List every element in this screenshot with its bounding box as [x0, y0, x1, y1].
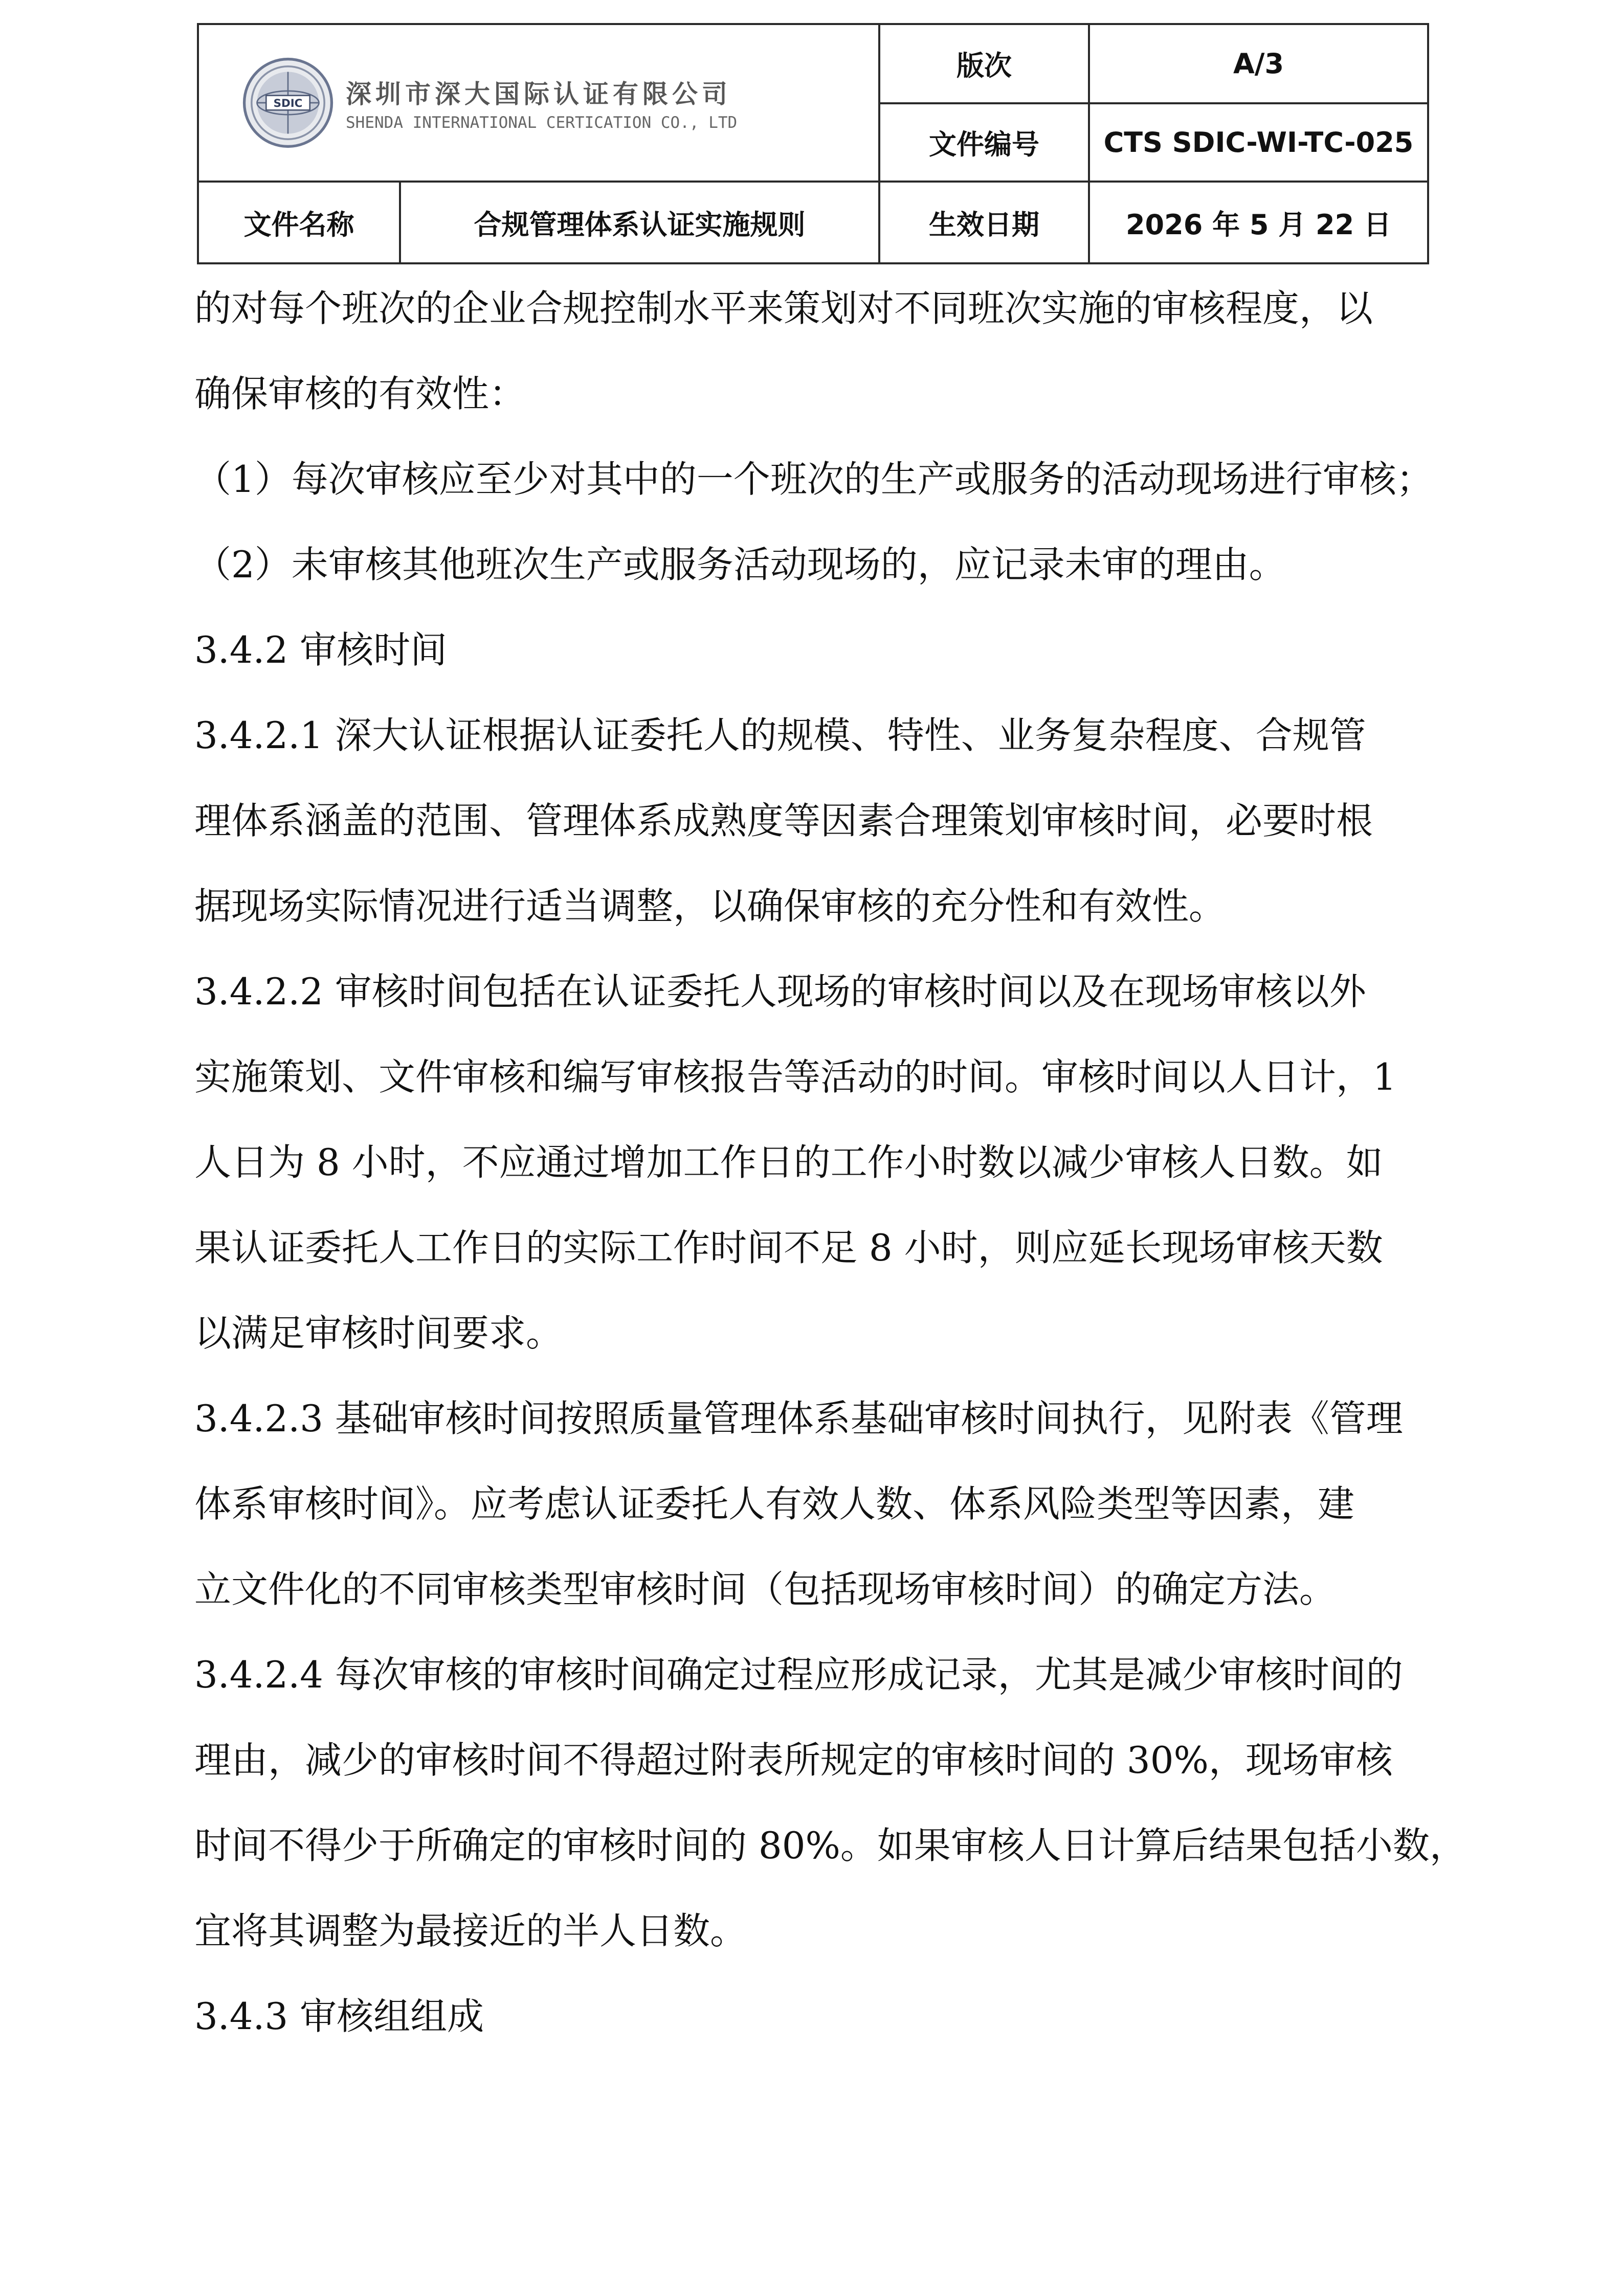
text-line: 3.4.2.2 审核时间包括在认证委托人现场的审核时间以及在现场审核以外 [194, 970, 1366, 1013]
text-line: 的对每个班次的企业合规控制水平来策划对不同班次实施的审核程度，以 [194, 287, 1373, 330]
text-line: 时间不得少于所确定的审核时间的 80%。如果审核人日计算后结果包括小数， [194, 1824, 1466, 1867]
text-line: 理由，减少的审核时间不得超过附表所规定的审核时间的 30%，现场审核 [194, 1739, 1393, 1782]
text-line: 3.4.2.4 每次审核的审核时间确定过程应形成记录，尤其是减少审核时间的 [194, 1653, 1403, 1696]
text-line: 3.4.2.1 深大认证根据认证委托人的规模、特性、业务复杂程度、合规管 [194, 714, 1366, 757]
version-value: A/3 [1089, 24, 1428, 103]
text-line: 3.4.2.3 基础审核时间按照质量管理体系基础审核时间执行，见附表《管理 [194, 1397, 1403, 1440]
text-line: 理体系涵盖的范围、管理体系成熟度等因素合理策划审核时间，必要时根 [194, 799, 1373, 842]
list-item: （1）每次审核应至少对其中的一个班次的生产或服务的活动现场进行审核； [194, 458, 1433, 501]
text-line: 实施策划、文件审核和编写审核报告等活动的时间。审核时间以人日计，1 [194, 1055, 1396, 1098]
text-line: 人日为 8 小时，不应通过增加工作日的工作小时数以减少审核人日数。如 [194, 1141, 1383, 1184]
section-heading: 3.4.2 审核时间 [194, 628, 448, 671]
file-number-value: CTS SDIC-WI-TC-025 [1089, 103, 1428, 182]
text-line: 以满足审核时间要求。 [194, 1312, 563, 1355]
text-line: 据现场实际情况进行适当调整，以确保审核的充分性和有效性。 [194, 885, 1226, 928]
section-heading: 3.4.3 审核组组成 [194, 1995, 484, 2038]
svg-text:SDIC: SDIC [273, 97, 303, 110]
company-name-cn: 深圳市深大国际认证有限公司 [346, 79, 731, 109]
document-body [194, 266, 1473, 2059]
effective-date-value: 2026 年 5 月 22 日 [1089, 182, 1428, 263]
text-line: 确保审核的有效性： [194, 372, 526, 415]
effective-date-label: 生效日期 [879, 182, 1089, 263]
text-line: 果认证委托人工作日的实际工作时间不足 8 小时，则应延长现场审核天数 [194, 1226, 1383, 1269]
company-name-en: SHENDA INTERNATIONAL CERTICATION CO., LTD [346, 114, 738, 132]
version-label: 版次 [879, 24, 1089, 103]
text-line: 立文件化的不同审核类型审核时间（包括现场审核时间）的确定方法。 [194, 1568, 1337, 1611]
text-line: 宜将其调整为最接近的半人日数。 [194, 1909, 747, 1952]
document-header-table [197, 23, 1429, 264]
company-logo-icon [242, 57, 333, 148]
file-name-value: 合规管理体系认证实施规则 [400, 182, 879, 263]
file-number-label: 文件编号 [879, 103, 1089, 182]
list-item: （2）未审核其他班次生产或服务活动现场的，应记录未审的理由。 [194, 543, 1286, 586]
text-line: 体系审核时间》。应考虑认证委托人有效人数、体系风险类型等因素，建 [194, 1482, 1355, 1525]
file-name-label: 文件名称 [198, 182, 400, 263]
company-logo-cell [198, 24, 879, 182]
